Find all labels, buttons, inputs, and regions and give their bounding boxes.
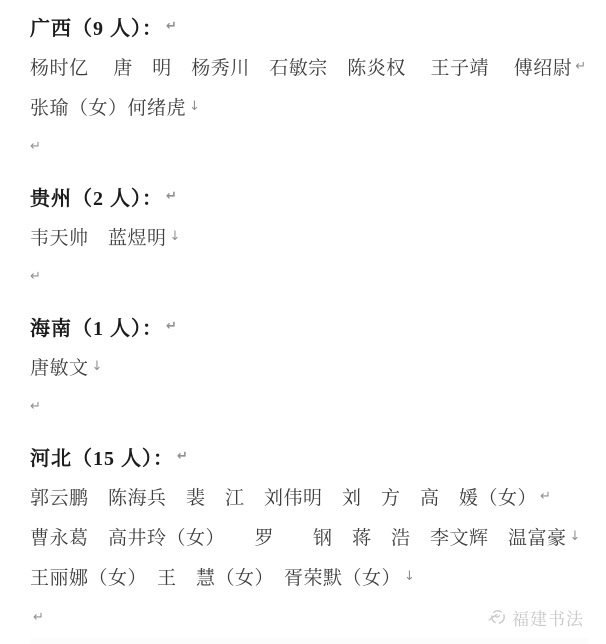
paragraph-mark: ↵ (166, 18, 178, 34)
name-line-text: 张瑜（女）何绪虎 (30, 97, 187, 119)
paragraph-mark: ↵ (30, 268, 42, 284)
paragraph-mark: ↵ (177, 448, 189, 464)
fujian-shufa-logo-icon (487, 607, 507, 627)
heading-text: 海南（1 人）： (30, 317, 163, 340)
name-line (30, 46, 588, 86)
line-break-mark: ↓ (404, 568, 416, 584)
heading-text: 贵州（2 人）： (30, 187, 163, 210)
bottom-edge-band (30, 638, 588, 644)
paragraph-mark: ↵ (575, 58, 587, 74)
line-break-mark: ↓ (91, 358, 103, 374)
line-break-mark: ↓ (189, 98, 201, 114)
watermark-text: 福建书法 (512, 609, 584, 629)
name-line (30, 516, 588, 556)
name-line-text: 曹永葛 高井玲（女） 罗 钢 蒋 浩 李文辉 温富豪 (30, 527, 567, 549)
section-hainan (30, 306, 588, 426)
section-heading (30, 176, 588, 216)
name-line-text: 唐敏文 (30, 357, 89, 379)
empty-paragraph (30, 256, 588, 296)
paragraph-mark: ↵ (540, 488, 552, 504)
name-line (30, 216, 588, 256)
watermark (487, 605, 584, 630)
name-line-text: 杨时亿 唐 明 杨秀川 石敏宗 陈炎权 王子靖 傅绍尉 (30, 57, 573, 79)
paragraph-mark: ↵ (166, 188, 178, 204)
name-line-text: 韦天帅 蓝煜明 (30, 227, 167, 249)
name-line (30, 476, 588, 516)
line-break-mark: ↓ (569, 528, 581, 544)
name-line (30, 556, 588, 596)
section-heading (30, 436, 588, 476)
section-guizhou (30, 176, 588, 296)
heading-text: 河北（15 人）： (30, 447, 174, 470)
paragraph-mark: ↵ (30, 398, 42, 414)
section-hebei (30, 436, 588, 596)
section-guangxi (30, 6, 588, 166)
section-heading (30, 306, 588, 346)
name-line-text: 郭云鹏 陈海兵 裴 江 刘伟明 刘 方 高 媛（女） (30, 487, 538, 509)
name-line (30, 86, 588, 126)
footer-row (30, 596, 588, 638)
paragraph-mark: ↵ (33, 609, 44, 625)
paragraph-mark: ↵ (30, 138, 42, 154)
empty-paragraph (30, 126, 588, 166)
section-heading (30, 6, 588, 46)
empty-paragraph (30, 386, 588, 426)
paragraph-mark: ↵ (166, 318, 178, 334)
line-break-mark: ↓ (169, 228, 181, 244)
name-line-text: 王丽娜（女） 王 慧（女） 胥荣默（女） (30, 567, 402, 589)
name-line (30, 346, 588, 386)
heading-text: 广西（9 人）： (30, 17, 163, 40)
